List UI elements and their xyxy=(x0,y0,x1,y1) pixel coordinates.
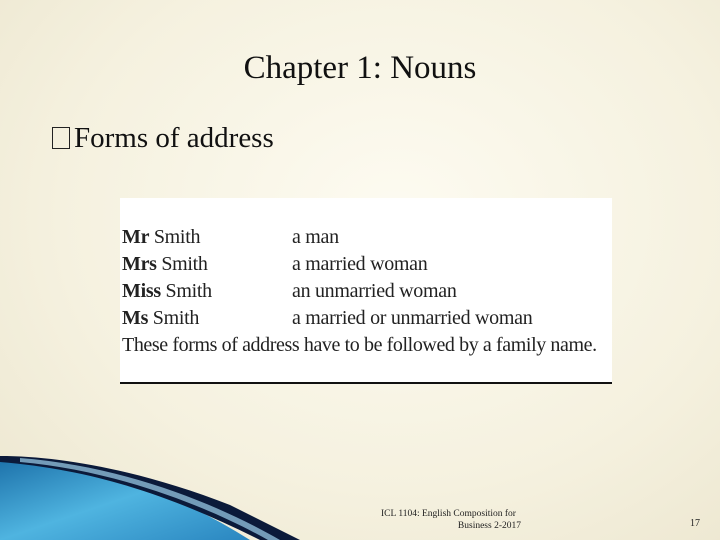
title-prefix: Ms xyxy=(122,307,149,329)
meaning: a man xyxy=(292,226,339,248)
title-prefix: Miss xyxy=(122,280,161,302)
table-row xyxy=(122,307,533,330)
table-row xyxy=(122,226,339,249)
title-prefix: Mr xyxy=(122,226,150,248)
bullet-text: Forms of address xyxy=(74,122,274,154)
meaning: a married woman xyxy=(292,253,428,275)
table-row xyxy=(122,280,457,303)
surname: Smith xyxy=(156,253,208,275)
surname: Smith xyxy=(160,280,212,302)
slide-title: Chapter 1: Nouns xyxy=(243,50,477,86)
title-prefix: Mrs xyxy=(122,253,157,275)
page-number: 17 xyxy=(690,518,700,529)
bullet-item xyxy=(52,122,274,155)
meaning: an unmarried woman xyxy=(292,280,457,302)
surname: Smith xyxy=(148,307,200,329)
surname: Smith xyxy=(149,226,201,248)
footer-course-info xyxy=(381,508,521,532)
forms-of-address-table xyxy=(120,198,612,384)
meaning: a married or unmarried woman xyxy=(292,307,533,329)
table-row xyxy=(122,253,428,276)
bullet-box-icon xyxy=(52,127,70,149)
footer-line-1: ICL 1104: English Composition for xyxy=(381,509,516,519)
table-note: These forms of address have to be followed by a family name. xyxy=(122,334,597,356)
footer-line-2: Business 2-2017 xyxy=(457,521,521,531)
